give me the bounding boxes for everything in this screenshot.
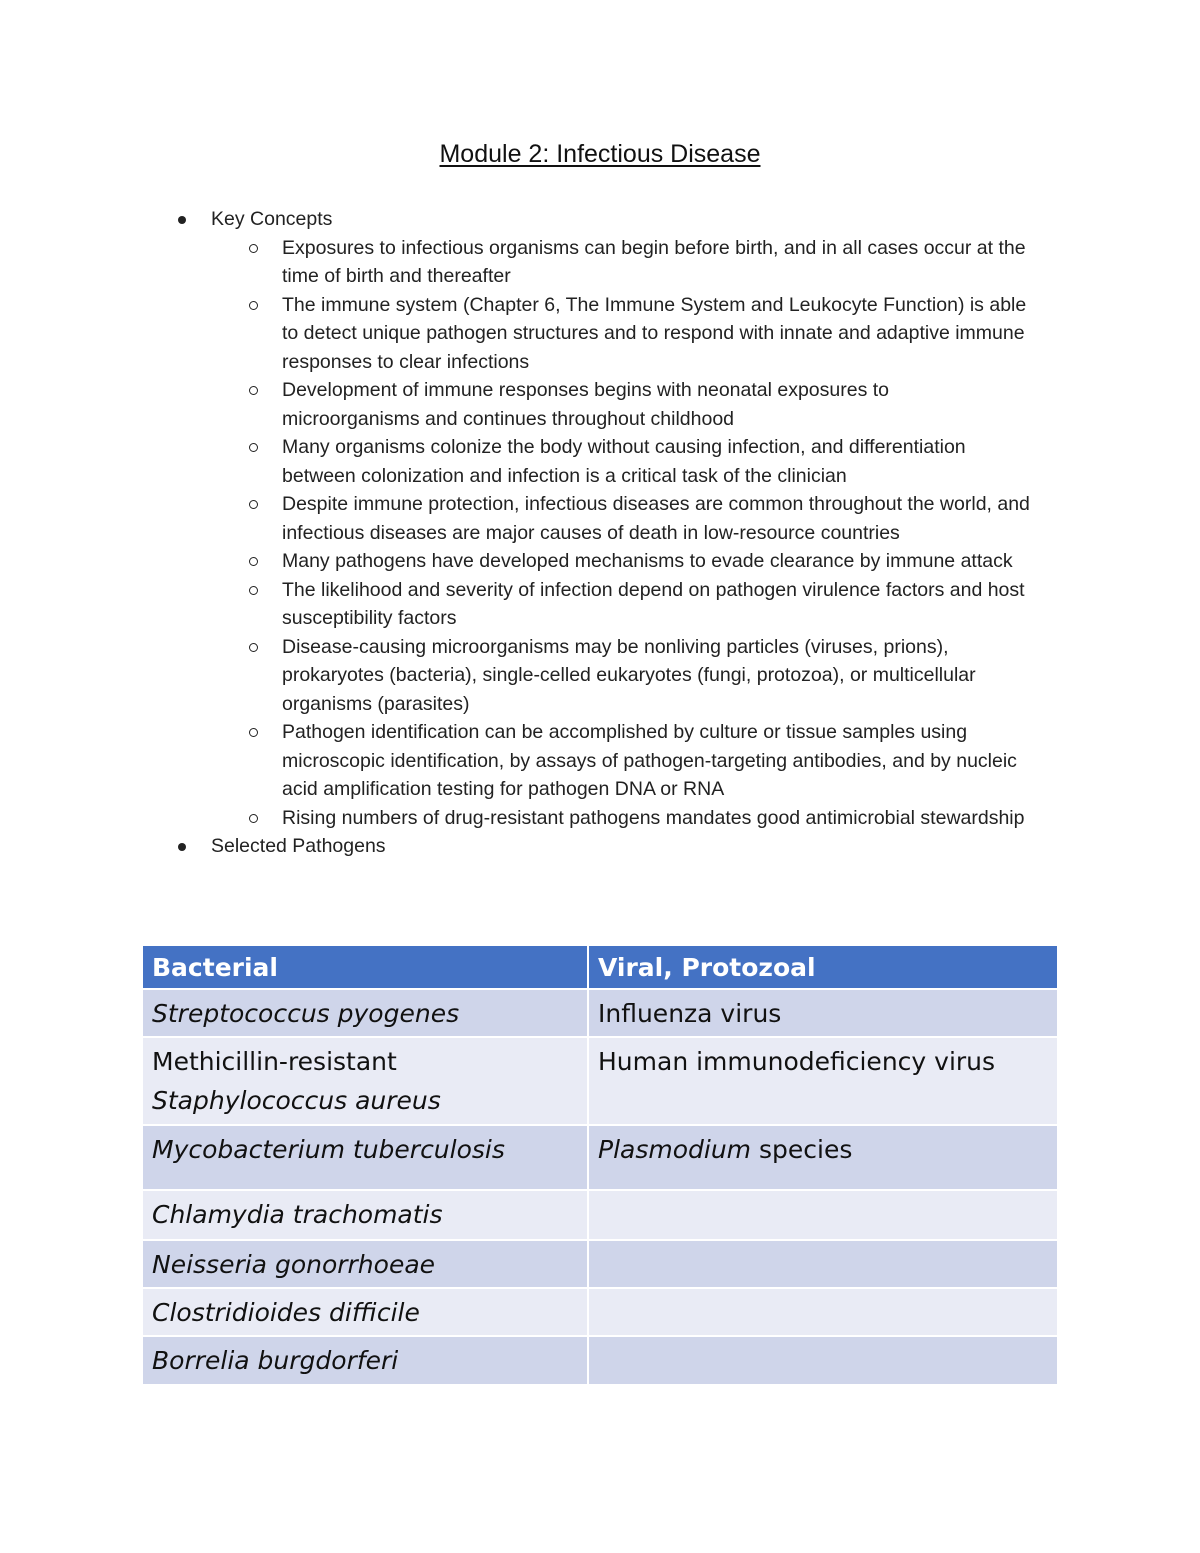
table-row [142, 989, 1058, 1037]
bacterial-cell: Streptococcus pyogenes [142, 989, 588, 1037]
viral-cell [588, 1336, 1058, 1385]
concept-item: The immune system (Chapter 6, The Immune System and Leukocyte Function) is able to detect unique pathogen structures and to respond with innate and adaptive immune responses to clear infections [241, 291, 1031, 377]
table-row [142, 1037, 1058, 1125]
bacterial-cell: Methicillin-resistant Staphylococcus aureus [142, 1037, 588, 1125]
bacterial-cell: Chlamydia trachomatis [142, 1190, 588, 1240]
concept-item: Many organisms colonize the body without causing infection, and differentiation between colonization and infection is a critical task of the clinician [241, 433, 1031, 490]
filled-bullet-icon [178, 843, 186, 851]
hollow-bullet-icon [249, 301, 258, 310]
concept-item: The likelihood and severity of infection depend on pathogen virulence factors and host susceptibility factors [241, 576, 1031, 633]
column-header-bacterial: Bacterial [142, 945, 588, 989]
hollow-bullet-icon [249, 643, 258, 652]
hollow-bullet-icon [249, 443, 258, 452]
viral-cell: Human immunodeficiency virus [588, 1037, 1058, 1125]
concept-item: Despite immune protection, infectious diseases are common throughout the world, and infectious diseases are major causes of death in low-resource countries [241, 490, 1031, 547]
viral-cell [588, 1190, 1058, 1240]
hollow-bullet-icon [249, 814, 258, 823]
concept-item: Exposures to infectious organisms can begin before birth, and in all cases occur at the time of birth and thereafter [241, 234, 1031, 291]
concept-item: Development of immune responses begins with neonatal exposures to microorganisms and continues throughout childhood [241, 376, 1031, 433]
hollow-bullet-icon [249, 500, 258, 509]
hollow-bullet-icon [249, 386, 258, 395]
bacterial-cell: Mycobacterium tuberculosis [142, 1125, 588, 1190]
hollow-bullet-icon [249, 244, 258, 253]
bacterial-cell: Clostridioides difficile [142, 1288, 588, 1336]
outline-list [170, 205, 1070, 861]
filled-bullet-icon [178, 216, 186, 224]
column-header-viral-protozoal: Viral, Protozoal [588, 945, 1058, 989]
page-title: Module 2: Infectious Disease [439, 140, 761, 168]
table-header-row [142, 945, 1058, 989]
table-row [142, 1288, 1058, 1336]
concept-item: Disease-causing microorganisms may be nonliving particles (viruses, prions), prokaryotes (bacteria), single-celled eukaryotes (fungi, protozoa), or multicellular organisms (parasites) [241, 633, 1031, 719]
outline-item-key-concepts [170, 205, 1070, 832]
key-concepts-heading: Key Concepts [211, 208, 333, 230]
outline-item-selected-pathogens [170, 832, 1070, 861]
table-row [142, 1336, 1058, 1385]
viral-cell: Plasmodium species [588, 1125, 1058, 1190]
key-concepts-list [241, 234, 1031, 833]
bacterial-cell: Neisseria gonorrhoeae [142, 1240, 588, 1288]
selected-pathogens-heading: Selected Pathogens [211, 835, 386, 857]
viral-cell [588, 1288, 1058, 1336]
concept-item: Many pathogens have developed mechanisms to evade clearance by immune attack [241, 547, 1031, 576]
pathogens-table [141, 944, 1059, 1386]
hollow-bullet-icon [249, 586, 258, 595]
viral-cell [588, 1240, 1058, 1288]
viral-cell: Influenza virus [588, 989, 1058, 1037]
table-row [142, 1190, 1058, 1240]
bacterial-cell: Borrelia burgdorferi [142, 1336, 588, 1385]
hollow-bullet-icon [249, 557, 258, 566]
table-row [142, 1240, 1058, 1288]
table-row [142, 1125, 1058, 1190]
concept-item: Rising numbers of drug-resistant pathogens mandates good antimicrobial stewardship [241, 804, 1031, 833]
concept-item: Pathogen identification can be accomplished by culture or tissue samples using microscopic identification, by assays of pathogen-targeting antibodies, and by nucleic acid amplification testing for pathogen DNA or RNA [241, 718, 1031, 804]
hollow-bullet-icon [249, 728, 258, 737]
